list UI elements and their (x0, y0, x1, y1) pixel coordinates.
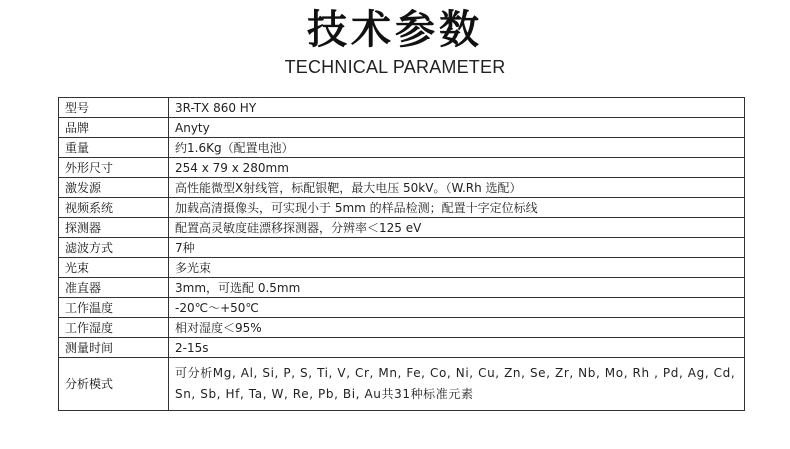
spec-label-dimensions: 外形尺寸 (59, 158, 169, 178)
spec-label-video-system: 视频系统 (59, 198, 169, 218)
spec-value-operating-humidity: 相对湿度＜95% (169, 318, 745, 338)
page-subtitle: TECHNICAL PARAMETER (284, 57, 506, 77)
spec-value-collimator: 3mm，可选配 0.5mm (169, 278, 745, 298)
spec-label-operating-temperature: 工作温度 (59, 298, 169, 318)
spec-table (58, 97, 745, 411)
table-row (59, 298, 745, 318)
table-row (59, 178, 745, 198)
table-row (59, 318, 745, 338)
spec-label-beam: 光束 (59, 258, 169, 278)
table-row (59, 358, 745, 411)
spec-label-model: 型号 (59, 98, 169, 118)
spec-value-excitation-source: 高性能微型X射线管，标配银靶，最大电压 50kV。（W.Rh 选配） (169, 178, 745, 198)
spec-label-analysis-mode: 分析模式 (59, 358, 169, 411)
table-row (59, 198, 745, 218)
table-row (59, 158, 745, 178)
spec-label-detector: 探测器 (59, 218, 169, 238)
table-row (59, 118, 745, 138)
spec-label-collimator: 准直器 (59, 278, 169, 298)
spec-label-operating-humidity: 工作湿度 (59, 318, 169, 338)
table-row (59, 258, 745, 278)
table-row (59, 138, 745, 158)
table-row (59, 278, 745, 298)
spec-value-measurement-time: 2-15s (169, 338, 745, 358)
table-row (59, 98, 745, 118)
spec-label-excitation-source: 激发源 (59, 178, 169, 198)
spec-value-analysis-mode: 可分析Mg, Al, Si, P, S, Ti, V, Cr, Mn, Fe, Co, Ni, Cu, Zn, Se, Zr, Nb, Mo, Rh , Pd, Ag, Cd, Sn, Sb, Hf, Ta, W, Re, Pb, Bi, Au共31种标准元素 (169, 358, 745, 411)
spec-value-filter-mode: 7种 (169, 238, 745, 258)
spec-value-dimensions: 254 x 79 x 280mm (169, 158, 745, 178)
spec-label-weight: 重量 (59, 138, 169, 158)
spec-label-filter-mode: 滤波方式 (59, 238, 169, 258)
spec-value-model: 3R-TX 860 HY (169, 98, 745, 118)
spec-value-brand: Anyty (169, 118, 745, 138)
spec-value-weight: 约1.6Kg（配置电池） (169, 138, 745, 158)
page-title: 技术参数 (307, 7, 483, 53)
spec-value-beam: 多光束 (169, 258, 745, 278)
table-row (59, 218, 745, 238)
spec-value-operating-temperature: -20℃～+50℃ (169, 298, 745, 318)
spec-label-measurement-time: 测量时间 (59, 338, 169, 358)
spec-value-detector: 配置高灵敏度硅漂移探测器，分辨率＜125 eV (169, 218, 745, 238)
table-row (59, 238, 745, 258)
table-row (59, 338, 745, 358)
spec-label-brand: 品牌 (59, 118, 169, 138)
spec-value-video-system: 加载高清摄像头，可实现小于 5mm 的样品检测；配置十字定位标线 (169, 198, 745, 218)
